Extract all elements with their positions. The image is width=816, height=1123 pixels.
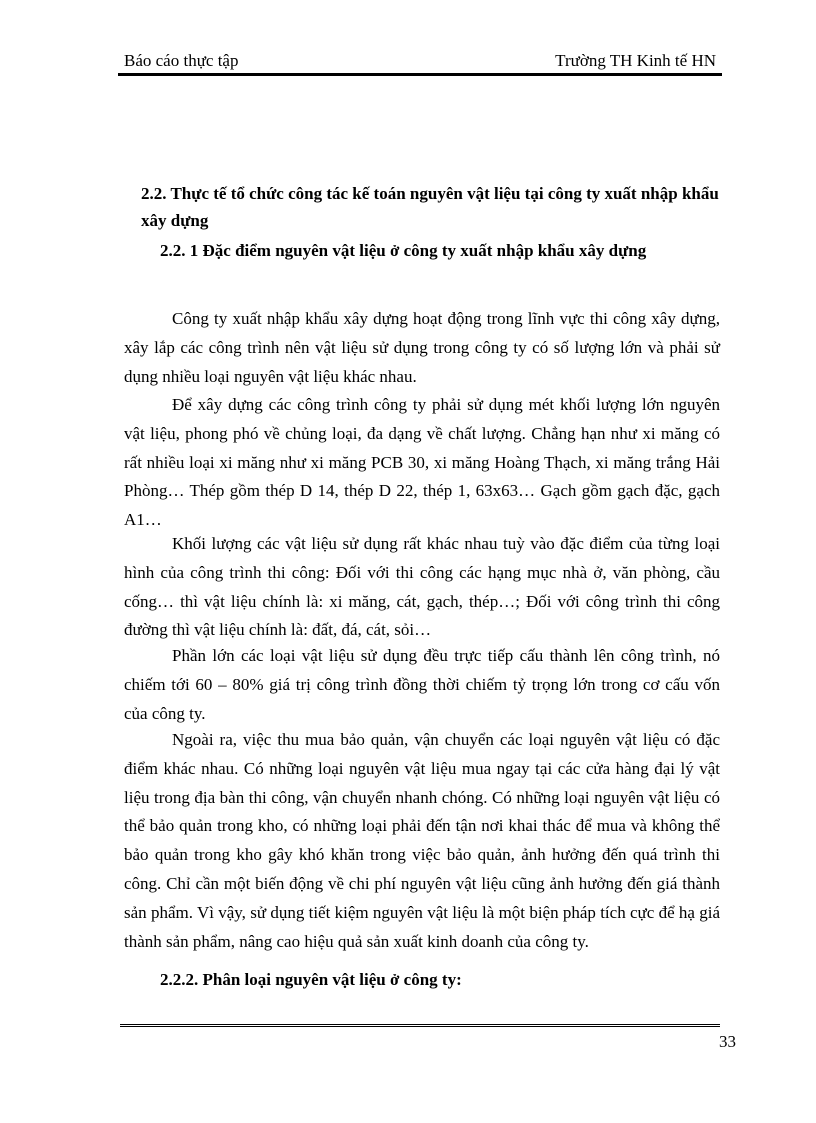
heading-section-2-2-1: 2.2. 1 Đặc điểm nguyên vật liệu ở công ty xuất nhập khẩu xây dựng [160, 241, 647, 260]
header-school-name: Trường TH Kinh tế HN [555, 51, 716, 70]
footer-divider [120, 1024, 720, 1027]
paragraph-5: Ngoài ra, việc thu mua bảo quản, vận chuyển các loại nguyên vật liệu có đặc điểm khác nhau. Có những loại nguyên vật liệu mua ngay tại các cửa hàng đại lý vật liệu trong địa bàn thi công, vận chuyển nhanh chóng. Có những loại nguyên vật liệu có thể bảo quản trong kho, có những loại phải đến tận nơi khai thác để mua và không thể bảo quản trong kho gây khó khăn trong việc bảo quản, ảnh hưởng đến quá trình thi công. Chỉ cần một biến động về chi phí nguyên vật liệu cũng ảnh hưởng đến giá thành sản phẩm. Vì vậy, sử dụng tiết kiệm nguyên vật liệu là một biện pháp tích cực để hạ giá thành sản phẩm, nâng cao hiệu quả sản xuất kinh doanh của công ty. [124, 730, 720, 951]
paragraph-3: Khối lượng các vật liệu sử dụng rất khác nhau tuỳ vào đặc điểm của từng loại hình của công trình thi công: Đối với thi công các hạng mục nhà ở, văn phòng, cầu cống… thì vật liệu chính là: xi măng, cát, gạch, thép…; Đối với công trình thi công đường thì vật liệu chính là: đất, đá, cát, sỏi… [124, 534, 720, 640]
paragraph-2: Để xây dựng các công trình công ty phải sử dụng mét khối lượng lớn nguyên vật liệu, phong phó về chủng loại, đa dạng về chất lượng. Chẳng hạn như xi măng có rất nhiều loại xi măng như xi măng PCB 30, xi măng Hoàng Thạch, xi măng trắng Hải Phòng… Thép gồm thép D 14, thép D 22, thép 1, 63x63… Gạch gồm gạch đặc, gạch A1… [124, 395, 720, 530]
page-number: 33 [719, 1032, 736, 1051]
paragraph-1: Công ty xuất nhập khẩu xây dựng hoạt động trong lĩnh vực thi công xây dựng, xây lắp các công trình nên vật liệu sử dụng trong công ty có số lượng lớn và phải sử dụng nhiều loại nguyên vật liệu khác nhau. [124, 309, 720, 386]
paragraph-4: Phần lớn các loại vật liệu sử dụng đều trực tiếp cấu thành lên công trình, nó chiếm tới 60 – 80% giá trị công trình đồng thời chiếm tỷ trọng lớn trong cơ cấu vốn của công ty. [124, 646, 720, 723]
header-report-title: Báo cáo thực tập [124, 51, 239, 70]
page-header [118, 48, 722, 76]
heading-section-2-2-2: 2.2.2. Phân loại nguyên vật liệu ở công ty: [160, 970, 462, 989]
header-divider [118, 73, 722, 76]
heading-section-2-2: 2.2. Thực tế tổ chức công tác kế toán nguyên vật liệu tại công ty xuất nhập khẩu xây dựng [141, 184, 719, 230]
